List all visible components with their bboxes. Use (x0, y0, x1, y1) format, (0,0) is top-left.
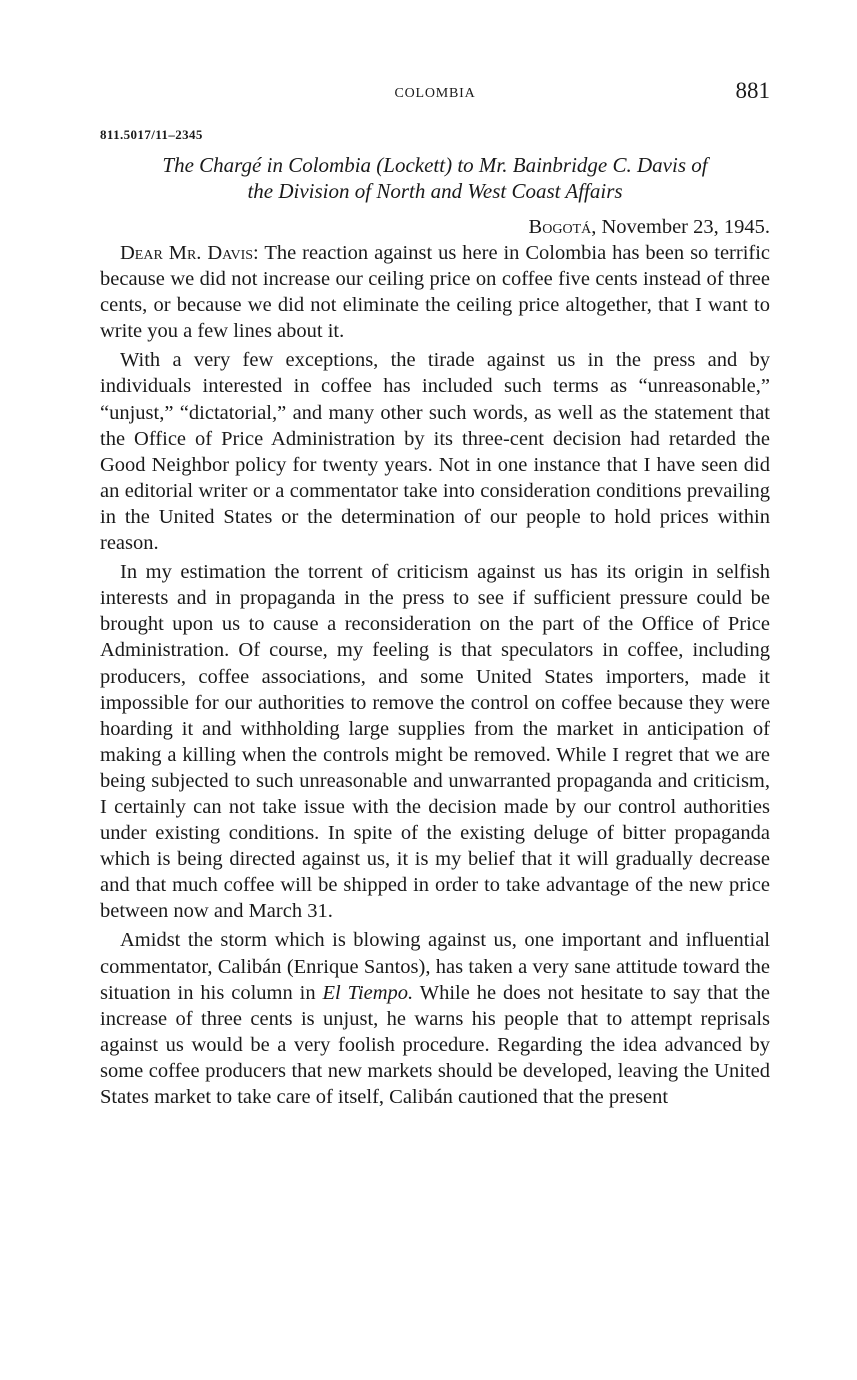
document-title (100, 152, 770, 204)
paragraph-4-text-end: While he does not hesitate to say that the increase of three cents is unjust, he warns his people that to attempt reprisals against us would be a very foolish procedure. Regarding the idea advanced by some coffee producers that new markets should be developed, leaving the United States market to take care of itself, Calibán cautioned that the present (100, 981, 770, 1108)
paragraph-1-text: The reaction against us here in Colombia has been so terrific because we did not increase our ceiling price on coffee five cents instead of three cents, or because we did not eliminate the ceiling price altogether, that I want to write you a few lines about it. (100, 242, 771, 343)
newspaper-name: El Tiempo. (322, 981, 414, 1004)
letter-body (100, 240, 770, 1110)
running-head (100, 78, 770, 108)
document-title-line-1: The Chargé in Colombia (Lockett) to Mr. Bainbridge C. Davis of (162, 153, 708, 177)
dateline-date: November 23, 1945. (596, 216, 770, 238)
salutation: Dear Mr. Davis: (120, 242, 259, 264)
paragraph-4 (100, 927, 770, 1110)
running-title: COLOMBIA (394, 86, 476, 101)
paragraph-4-text-start: Amidst the storm which is blowing against us, one important and influential commentator, Calibán (Enrique Santos), has taken a very sane attitude toward the situation in his column in (100, 929, 770, 1004)
page-number: 881 (735, 78, 770, 103)
paragraph-2: With a very few exceptions, the tirade against us in the press and by individuals interested in coffee has included such terms as “unreasonable,” “unjust,” “dictatorial,” and many other such words, as well as the statement that the Office of Price Administration by its three-cent decision had retarded the Good Neighbor policy for twenty years. Not in one instance that I have seen did an editorial writer or a commentator take into consideration conditions prevailing in the United States or the determination of our people to hold prices within reason. (100, 349, 770, 555)
document-page (100, 78, 770, 1110)
paragraph-3: In my estimation the torrent of criticism against us has its origin in selfish interests and in propaganda in the press to see if sufficient pressure could be brought upon us to cause a reconsideration on the part of the Office of Price Administration. Of course, my feeling is that speculators in coffee, including producers, coffee associations, and some United States importers, made it impossible for our authorities to remove the control on coffee because they were hoarding it and withholding large supplies from the market in anticipation of making a killing when the controls might be removed. While I regret that we are being subjected to such unreasonable and unwarranted propaganda and criticism, I certainly can not take issue with the decision made by our control authorities under existing conditions. In spite of the existing deluge of bitter propaganda which is being directed against us, it is my belief that it will gradually decrease and that much coffee will be shipped in order to take advantage of the new price between now and March 31. (100, 561, 770, 923)
dateline (100, 214, 770, 240)
document-title-line-2: the Division of North and West Coast Affairs (247, 179, 623, 203)
paragraph-1 (100, 240, 770, 344)
dateline-place: Bogotá, (528, 216, 597, 238)
file-number: 811.5017/11–2345 (100, 127, 203, 142)
